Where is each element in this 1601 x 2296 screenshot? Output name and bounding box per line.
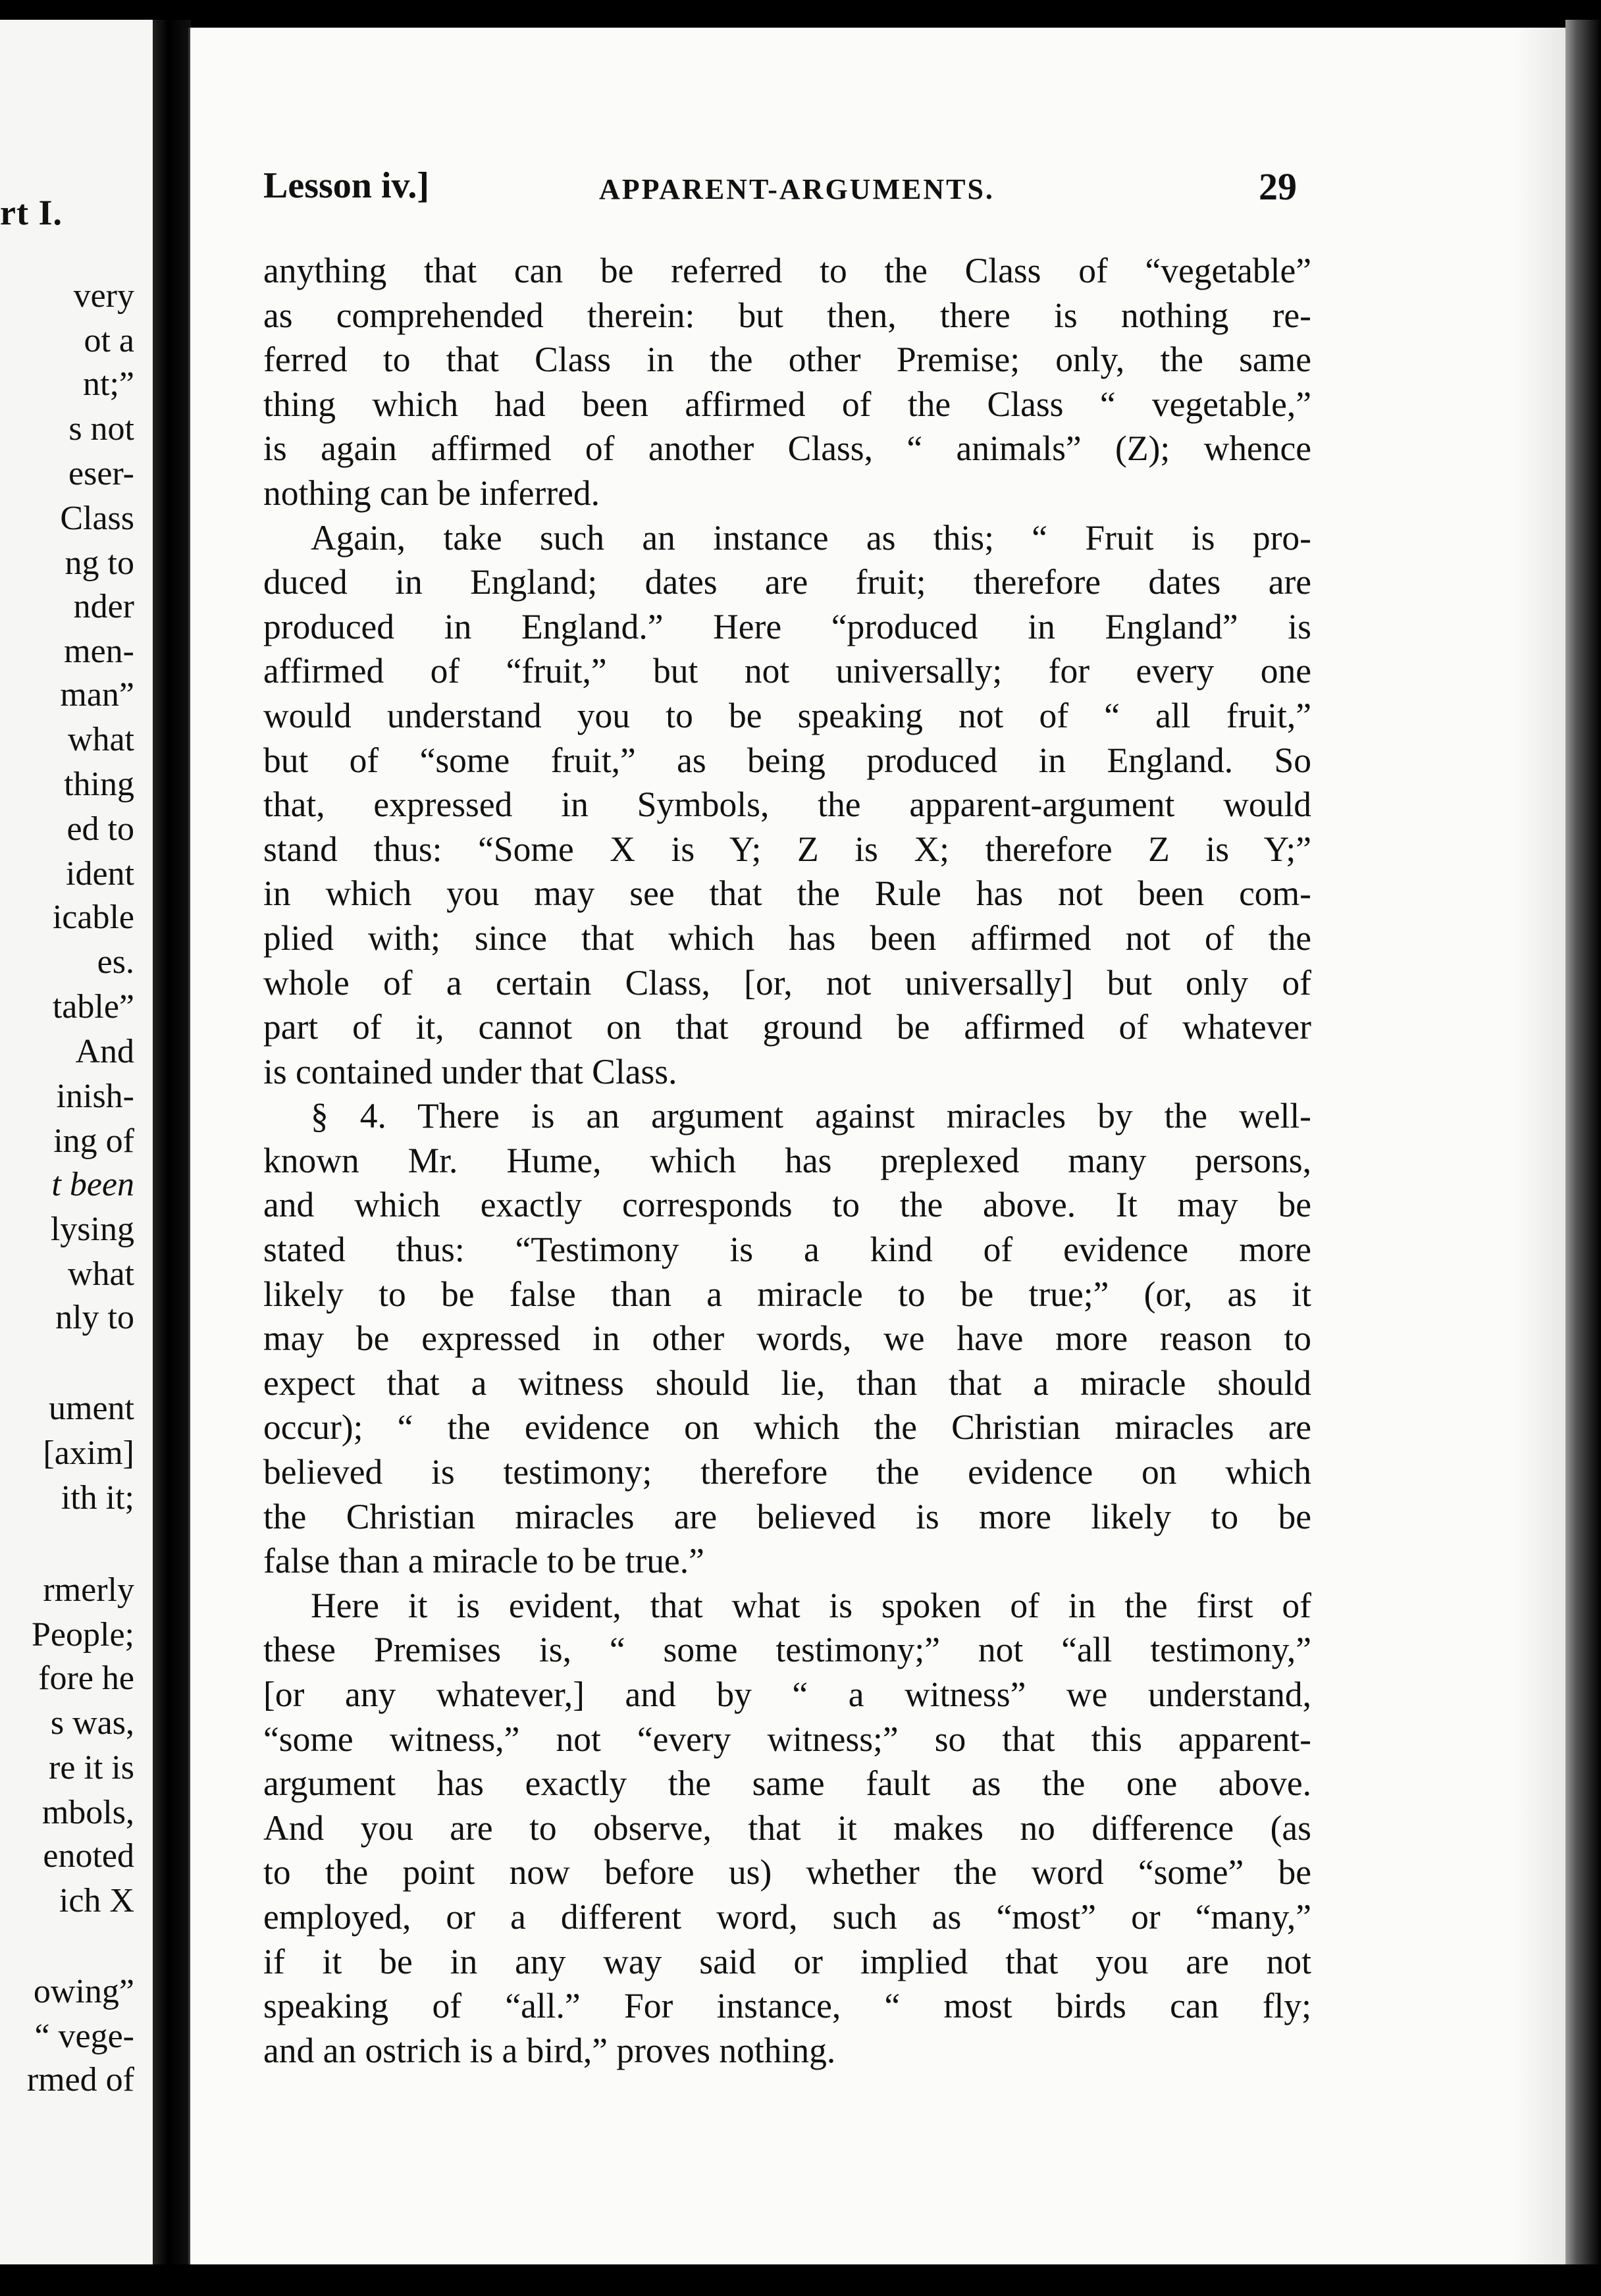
text-line: likely to be false than a miracle to be true;” (or, as it (263, 1274, 1311, 1314)
text-line: occur); “ the evidence on which the Christian miracles are (263, 1407, 1311, 1448)
text-line: to the point now before us) whether the word “some” be (263, 1852, 1311, 1892)
left-page-header: rt I. (0, 193, 63, 232)
left-page-line: ident (66, 855, 134, 893)
left-page-line: table” (52, 988, 134, 1026)
page-body-text (263, 249, 1311, 2073)
text-line: believed is testimony; therefore the evidence on which (263, 1452, 1311, 1492)
left-page-line: People; (32, 1616, 134, 1654)
left-page-line: fore he (38, 1659, 134, 1697)
left-page-line: s not (68, 410, 134, 448)
scan-background-top (0, 0, 1601, 26)
text-line: Here it is evident, that what is spoken of in the first of (311, 1585, 1311, 1625)
left-page-line: ument (49, 1390, 134, 1427)
text-line: the Christian miracles are believed is more likely to be (263, 1496, 1311, 1536)
left-page-line: s was, (50, 1704, 134, 1742)
left-page-line: ot a (84, 322, 134, 359)
running-head-title: APPARENT-ARGUMENTS. (599, 173, 995, 205)
left-page-line: icable (52, 899, 134, 936)
left-page-line: man” (60, 676, 134, 714)
left-page-line: [axim] (43, 1434, 134, 1472)
text-line: known Mr. Hume, which has preplexed many persons, (263, 1140, 1311, 1180)
left-page-line: inish- (56, 1078, 134, 1115)
left-page-line: what (67, 1255, 134, 1293)
left-page-line: ing of (53, 1122, 134, 1160)
text-line: affirmed of “fruit,” but not universally; for every one (263, 651, 1311, 691)
left-page-line: men- (64, 633, 134, 670)
left-page-line: And (75, 1033, 134, 1070)
text-line: if it be in any way said or implied that you are not (263, 1941, 1311, 1981)
left-page-line: ng to (65, 544, 134, 582)
left-page-line: owing” (33, 1973, 134, 2010)
page-shadow (1514, 28, 1565, 2264)
left-page-line: nt;” (83, 365, 134, 403)
text-line: produced in England.” Here “produced in England” is (263, 606, 1311, 646)
text-line: nothing can be inferred. (263, 473, 600, 513)
text-line: stated thus: “Testimony is a kind of evidence more (263, 1230, 1311, 1270)
left-page-line: nder (73, 588, 134, 625)
left-page-line: “ vege- (34, 2018, 134, 2055)
left-page-line: rmerly (43, 1571, 134, 1609)
left-facing-page (0, 20, 153, 2271)
left-page-line: very (73, 277, 134, 315)
text-line: but of “some fruit,” as being produced in England. So (263, 740, 1311, 780)
text-line: anything that can be referred to the Class of “vegetable” (263, 251, 1311, 290)
left-page-line: ed to (66, 810, 134, 848)
text-line: stand thus: “Some X is Y; Z is X; therefore Z is Y;” (263, 829, 1311, 869)
left-page-line: re it is (49, 1749, 134, 1787)
left-page-line: mbols, (41, 1794, 134, 1831)
text-line: Again, take such an instance as this; “ Fruit is pro- (311, 517, 1311, 558)
text-line: thing which had been affirmed of the Class “ vegetable,” (263, 384, 1311, 424)
text-line: part of it, cannot on that ground be affirmed of whatever (263, 1007, 1311, 1047)
left-page-line: eser- (68, 455, 134, 492)
book-gutter (153, 20, 191, 2271)
text-line: ferred to that Class in the other Premise; only, the same (263, 340, 1311, 380)
text-line: that, expressed in Symbols, the apparent-argument would (263, 785, 1311, 825)
text-line: whole of a certain Class, [or, not universally] but only of (263, 962, 1311, 1003)
scan-background-bottom (0, 2264, 1601, 2296)
page-number: 29 (1259, 165, 1297, 208)
text-line: as comprehended therein: but then, there is nothing re- (263, 295, 1311, 335)
text-line: is again affirmed of another Class, “ animals” (Z); whence (263, 429, 1311, 469)
text-line: “some witness,” not “every witness;” so that this apparent- (263, 1719, 1311, 1759)
text-line: argument has exactly the same fault as the one above. (263, 1763, 1311, 1804)
section-heading-line: § 4. There is an argument against miracles by the well- (311, 1096, 1311, 1136)
text-line: speaking of “all.” For instance, “ most birds can fly; (263, 1986, 1311, 2026)
page-edge (1565, 20, 1601, 2271)
left-page-line: es. (97, 943, 134, 981)
left-page-line: ith it; (61, 1479, 134, 1517)
text-line: in which you may see that the Rule has not been com- (263, 874, 1311, 914)
left-page-line: enoted (43, 1837, 134, 1875)
text-line: would understand you to be speaking not of “ all fruit,” (263, 695, 1311, 735)
text-line: And you are to observe, that it makes no difference (as (263, 1808, 1311, 1848)
text-line: is contained under that Class. (263, 1051, 677, 1091)
left-page-line: t been (51, 1166, 134, 1203)
text-line: expect that a witness should lie, than that a miracle should (263, 1363, 1311, 1403)
text-line: these Premises is, “ some testimony;” not “all testimony,” (263, 1630, 1311, 1670)
left-page-line: ich X (59, 1882, 134, 1919)
text-line: and an ostrich is a bird,” proves nothing. (263, 2030, 836, 2070)
text-line: plied with; since that which has been affirmed not of the (263, 918, 1311, 958)
text-line: may be expressed in other words, we have more reason to (263, 1318, 1311, 1359)
text-line: false than a miracle to be true.” (263, 1541, 704, 1581)
left-page-line: lysing (50, 1211, 134, 1248)
text-line: duced in England; dates are fruit; therefore dates are (263, 562, 1311, 602)
left-page-line: nly to (55, 1299, 134, 1336)
left-page-line: Class (60, 500, 134, 537)
left-page-line: thing (64, 766, 134, 803)
text-line: [or any whatever,] and by “ a witness” we understand, (263, 1675, 1311, 1714)
text-line: and which exactly corresponds to the above. It may be (263, 1185, 1311, 1225)
text-line: employed, or a different word, such as “most” or “many,” (263, 1896, 1311, 1937)
running-head-lesson: Lesson iv.] (263, 165, 430, 206)
left-page-line: rmed of (26, 2061, 134, 2099)
left-page-line: what (67, 721, 134, 758)
